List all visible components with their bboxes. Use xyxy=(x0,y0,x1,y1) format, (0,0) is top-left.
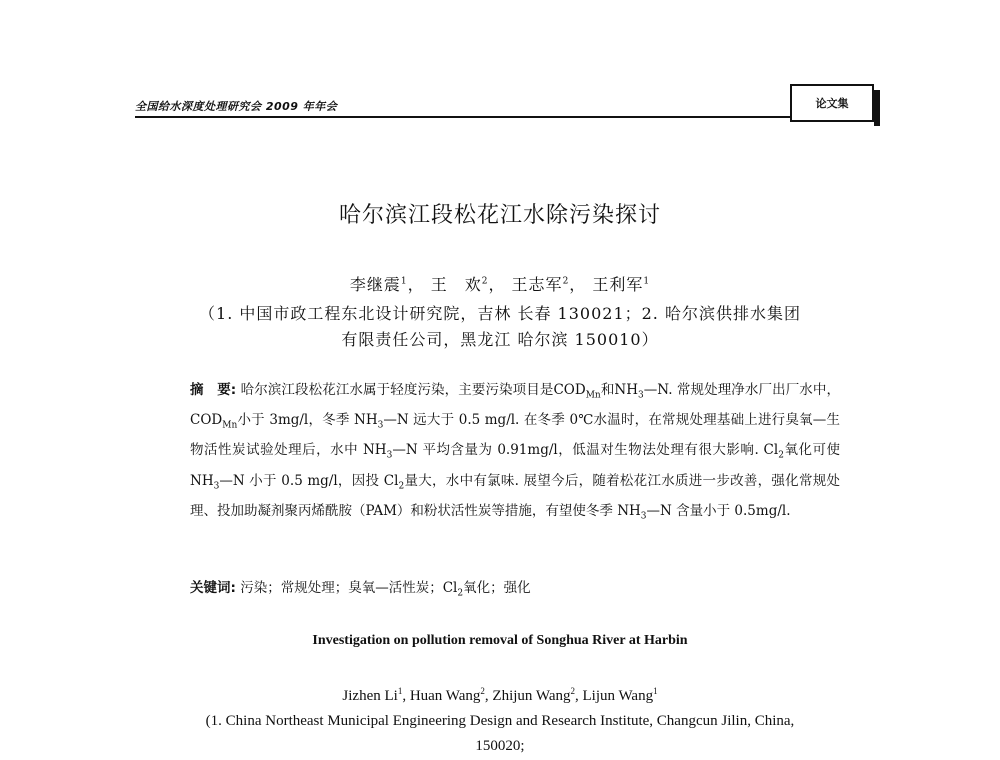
abstract-sub: 3 xyxy=(386,451,393,462)
abstract-sub: 3 xyxy=(213,481,220,492)
affiliation-line-2: 有限责任公司，黑龙江 哈尔滨 150010） xyxy=(341,330,659,349)
english-title: Investigation on pollution removal of Songhua River at Harbin xyxy=(312,633,688,648)
paper-title: 哈尔滨江段松花江水除污染探讨 xyxy=(338,203,661,228)
abstract xyxy=(190,378,840,529)
keywords-text: 污染；常规处理；臭氧—活性炭；Cl xyxy=(235,580,458,596)
english-author-name: Jizhen Li xyxy=(342,688,398,704)
abstract-text: —N 小于 0.5 mg/l，因投 Cl xyxy=(219,472,399,489)
author-sup: 2 xyxy=(562,276,570,287)
abstract-text: 氧化可使 NH xyxy=(190,442,841,489)
collection-label: 论文集 xyxy=(815,97,849,110)
author-sup: 2 xyxy=(481,276,489,287)
affiliation-line-1: （1. 中国市政工程东北设计研究院，吉林 长春 130021；2. 哈尔滨供排水集团 xyxy=(199,304,801,323)
abstract-sub: Mn xyxy=(222,420,238,431)
abstract-text: 哈尔滨江段松花江水属于轻度污染，主要污染项目是COD xyxy=(236,382,586,398)
abstract-sub: 3 xyxy=(640,511,647,522)
abstract-text: —N 远大于 0.5 mg/l. 在冬季 0℃水温时，在常规处理基础上进行臭氧—生物活性炭试验处理后，水中 NH xyxy=(190,412,840,459)
english-author-name: Zhijun Wang xyxy=(492,688,571,704)
english-affiliation-line-2: 150020; xyxy=(475,738,525,754)
abstract-sub: 3 xyxy=(377,420,384,431)
english-author-sup: 1 xyxy=(653,686,658,696)
abstract-sub: Mn xyxy=(585,390,601,401)
author-name: 王利军 xyxy=(592,275,644,294)
abstract-text: 和NH xyxy=(600,382,639,398)
author-sup: 1 xyxy=(400,276,408,287)
abstract-text: 小于 3mg/l，冬季 NH xyxy=(237,412,378,429)
author-name: 李继震 xyxy=(349,275,401,294)
running-header: 全国给水深度处理研究会 2009 年年会 xyxy=(135,100,338,113)
abstract-text: —N 平均含量为 0.91mg/l，低温对生物法处理有很大影响. Cl xyxy=(392,442,779,459)
header-rule xyxy=(135,116,790,118)
keywords xyxy=(190,576,840,599)
keywords-sub: 2 xyxy=(457,588,464,599)
author-sup: 1 xyxy=(643,276,651,287)
abstract-text: —N 含量小于 0.5mg/l. xyxy=(646,502,791,519)
english-author-name: Huan Wang xyxy=(409,688,481,704)
author-name: 王 欢 xyxy=(430,275,482,294)
collection-badge xyxy=(790,84,874,122)
abstract-sub: 2 xyxy=(398,481,405,492)
english-affiliation-line-1: (1. China Northeast Municipal Engineering Design and Research Institute, Changcun Jilin, China, xyxy=(205,713,795,729)
abstract-text: 量大，水中有氯味. 展望今后，随着松花江水质进一步改善，强化常规处理、投加助凝剂聚丙烯酰胺（PAM）和粉状活性炭等措施，有望使冬季 NH xyxy=(190,472,840,519)
abstract-sub: 2 xyxy=(778,451,784,462)
english-author-name: Lijun Wang xyxy=(582,688,654,704)
author-name: 王志军 xyxy=(511,275,563,294)
abstract-label: 摘 要: xyxy=(190,382,237,398)
english-author-list: Jizhen Li$^1$, Huan Wang$^2$, Zhijun Wang$^2$, Lijun Wang$^1$ xyxy=(342,686,658,704)
english-author-sup: 2 xyxy=(570,686,575,696)
abstract-text: —N. 常规处理净水厂出厂水中，COD xyxy=(190,382,841,429)
keywords-text: 氧化；强化 xyxy=(463,580,531,596)
keywords-label: 关键词: xyxy=(190,580,236,596)
english-author-sup: 2 xyxy=(480,686,485,696)
abstract-sub: 3 xyxy=(638,390,644,401)
english-author-sup: 1 xyxy=(397,686,403,696)
author-list: 李继震$^1$， 王 欢$^2$， 王志军$^2$， 王利军$^1$ xyxy=(349,275,651,294)
